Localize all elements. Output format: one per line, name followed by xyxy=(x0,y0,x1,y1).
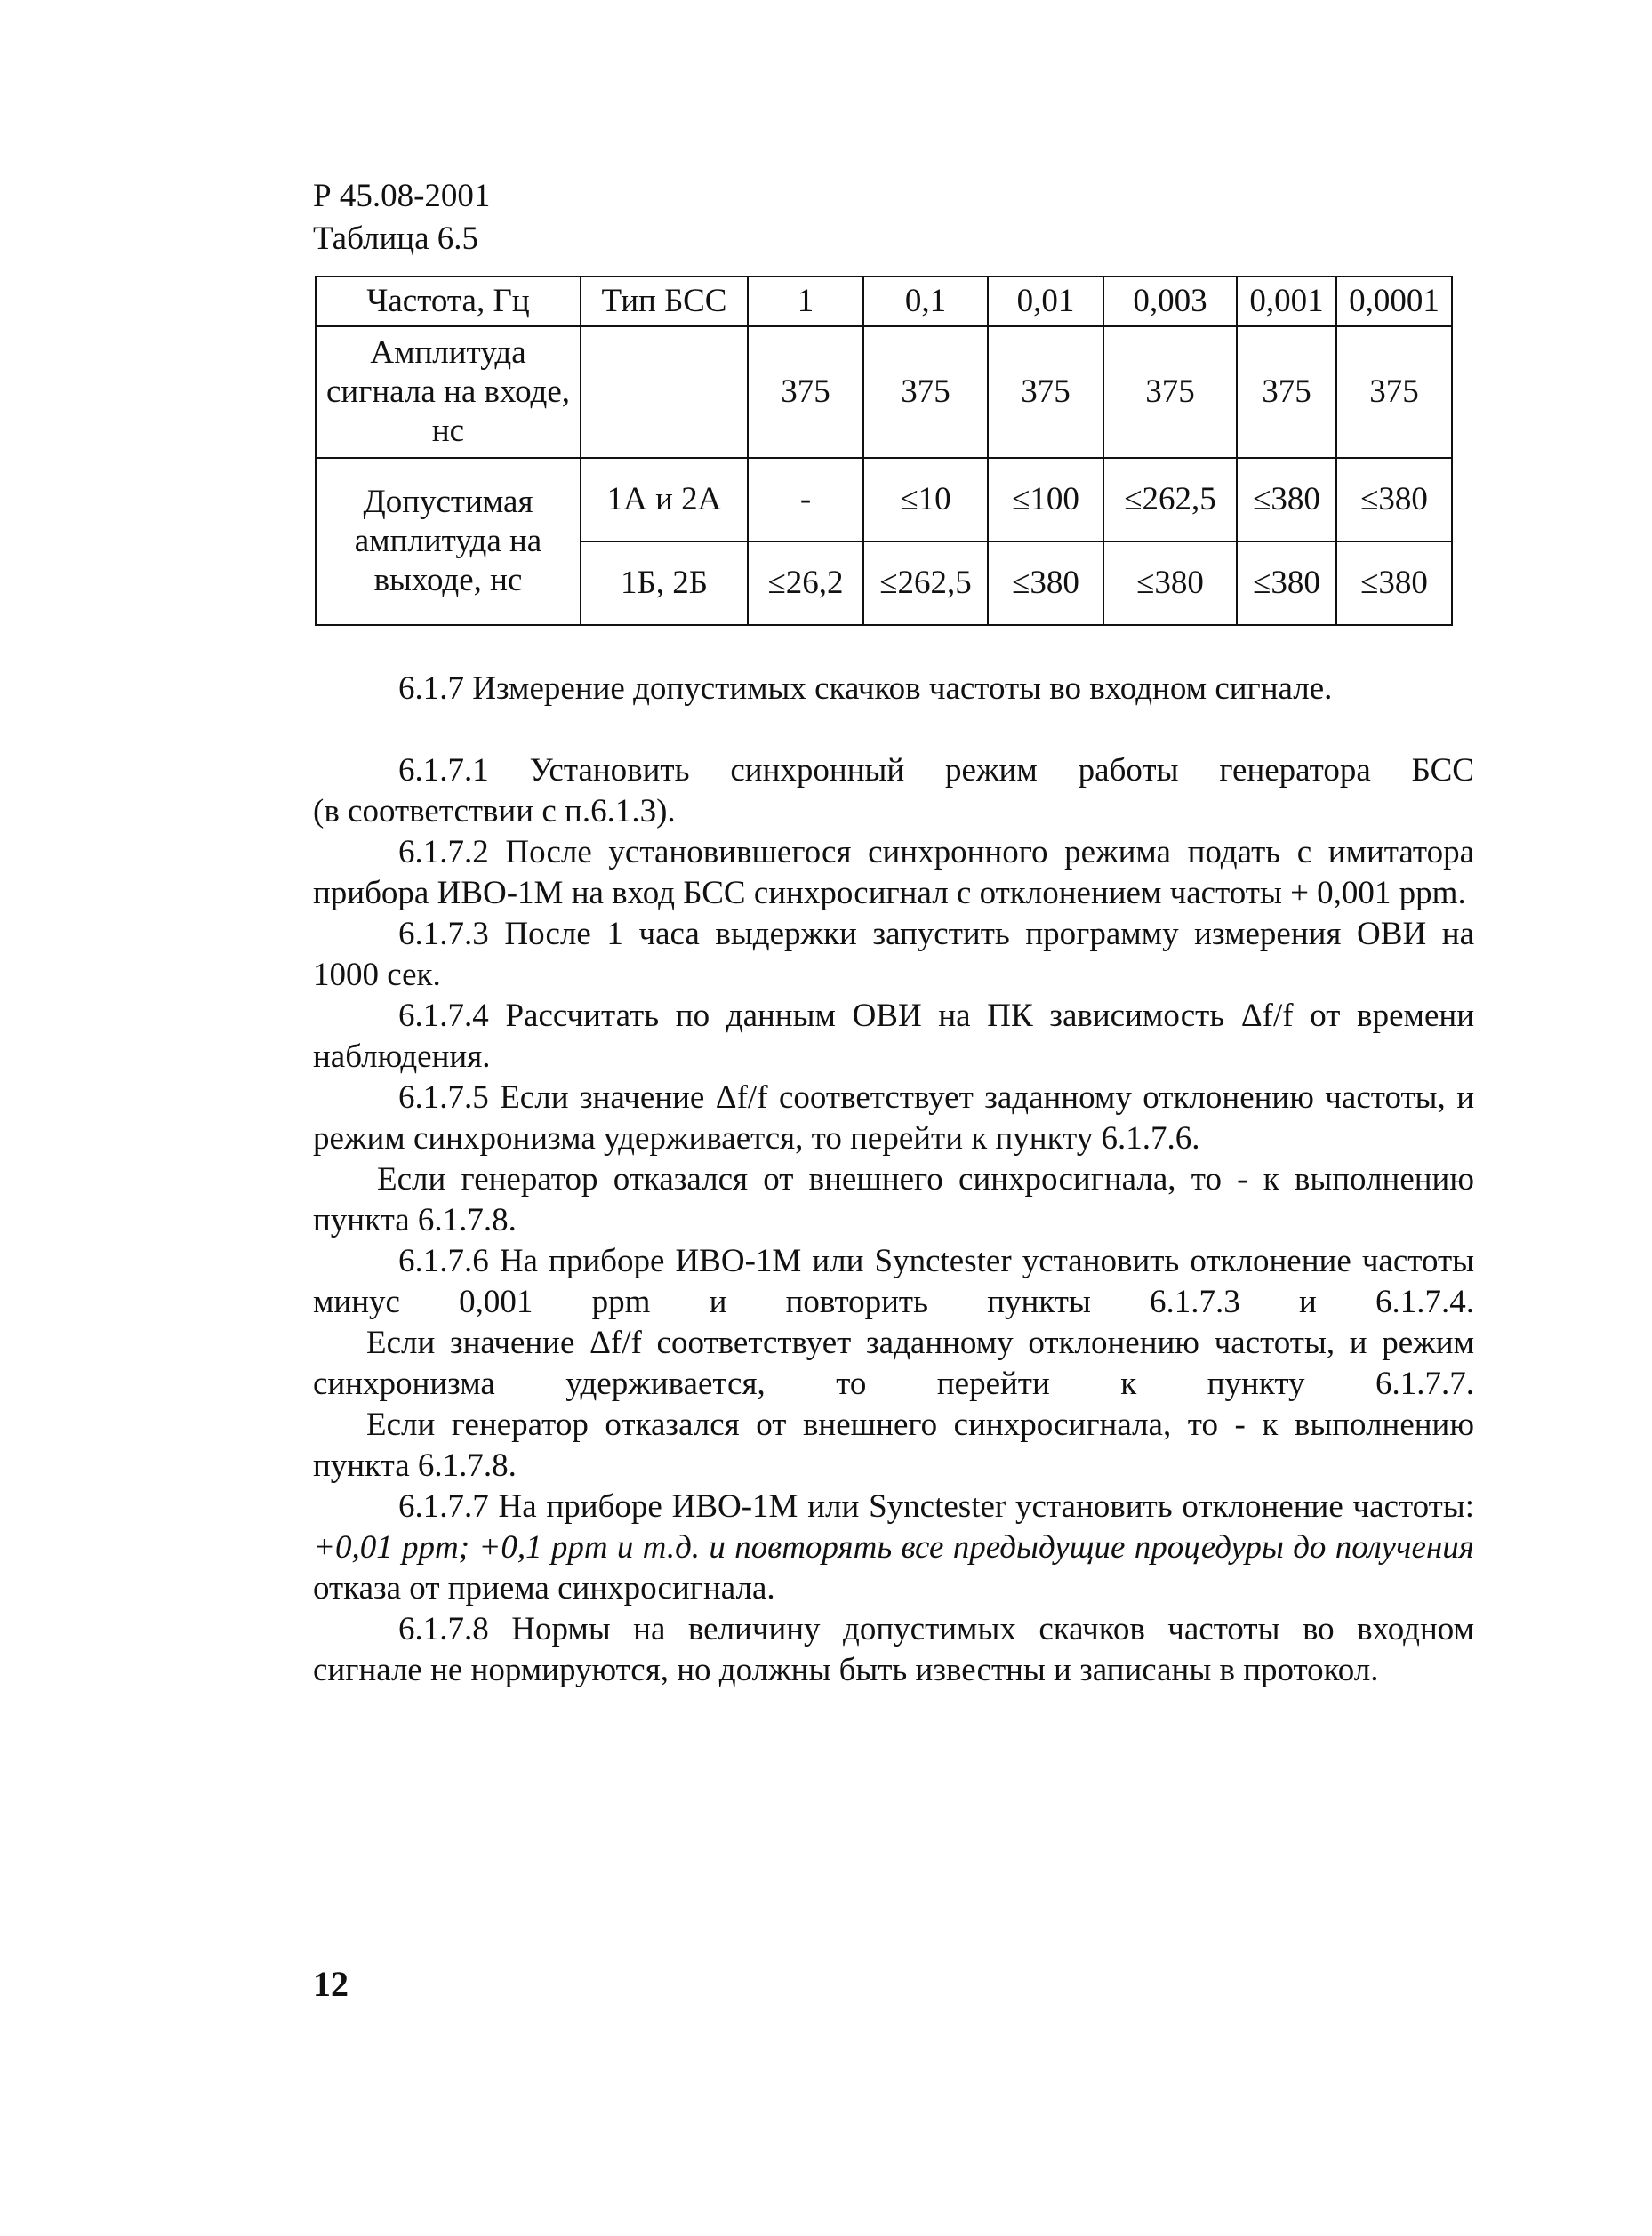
text-line: 6.1.7.4 Рассчитать по данным ОВИ на ПК зависимость Δf/f от времени xyxy=(398,998,1474,1034)
output-amplitude-label: Допустимая амплитуда на выходе, нс xyxy=(316,458,581,625)
document-code: Р 45.08-2001 xyxy=(313,178,491,214)
text-line: 6.1.7.6 На приборе ИВО-1М или Synctester установить отклонение частоты xyxy=(398,1243,1474,1279)
text-line: минус 0,001 ppm и повторить пункты 6.1.7.3 и 6.1.7.4. xyxy=(313,1284,1474,1320)
text-line: 1000 сек. xyxy=(313,957,441,993)
freq-cell: 0,0001 xyxy=(1336,276,1452,326)
page-number: 12 xyxy=(313,1964,349,2004)
value-cell: ≤380 xyxy=(1336,458,1452,541)
text-line: 6.1.7.7 На приборе ИВО-1М или Synctester установить отклонение частоты: xyxy=(398,1488,1474,1525)
type-cell: 1А и 2А xyxy=(581,458,748,541)
value-cell: ≤26,2 xyxy=(748,541,863,625)
freq-cell: 0,01 xyxy=(988,276,1103,326)
value-cell: ≤100 xyxy=(988,458,1103,541)
freq-cell: 0,001 xyxy=(1237,276,1336,326)
table-row-input-amplitude xyxy=(316,326,1452,458)
text-line: режим синхронизма удерживается, то перейти к пункту 6.1.7.6. xyxy=(313,1120,1200,1157)
section-6-1-7-3 xyxy=(313,914,1474,996)
freq-header-cell: Частота, Гц xyxy=(316,276,581,326)
text-line: 6.1.7.3 После 1 часа выдержки запустить программу измерения ОВИ на xyxy=(398,916,1474,952)
value-cell: 375 xyxy=(988,326,1103,458)
text-line: синхронизма удерживается, то перейти к пункту 6.1.7.7. xyxy=(313,1366,1474,1402)
text-line: отказа от приема синхросигнала. xyxy=(313,1570,775,1607)
value-cell: 375 xyxy=(1237,326,1336,458)
value-cell: ≤262,5 xyxy=(863,541,988,625)
text-line: Если значение Δf/f соответствует заданному отклонению частоты, и режим xyxy=(366,1325,1474,1361)
type-header-cell: Тип БСС xyxy=(581,276,748,326)
text-line: сигнале не нормируются, но должны быть известны и записаны в протокол. xyxy=(313,1652,1379,1688)
type-cell: 1Б, 2Б xyxy=(581,541,748,625)
value-cell: ≤380 xyxy=(988,541,1103,625)
value-cell: 375 xyxy=(748,326,863,458)
value-cell: ≤380 xyxy=(1103,541,1237,625)
text-line: 6.1.7.2 После установившегося синхронного режима подать с имитатора xyxy=(398,834,1474,870)
section-6-1-7-2 xyxy=(313,832,1474,914)
value-cell: ≤10 xyxy=(863,458,988,541)
table-row-output-type-a xyxy=(316,458,1452,541)
section-6-1-7-heading xyxy=(313,669,1474,709)
text-line: пункта 6.1.7.8. xyxy=(313,1447,517,1484)
freq-cell: 0,1 xyxy=(863,276,988,326)
text-line: 6.1.7 Измерение допустимых скачков частоты во входном сигнале. xyxy=(398,670,1333,707)
section-6-1-7-5 xyxy=(313,1078,1474,1241)
value-cell: ≤262,5 xyxy=(1103,458,1237,541)
section-6-1-7-1 xyxy=(313,750,1474,832)
value-cell: - xyxy=(748,458,863,541)
text-line: прибора ИВО-1М на вход БСС синхросигнал с отклонением частоты + 0,001 ppm. xyxy=(313,875,1466,911)
table-header-row xyxy=(316,276,1452,326)
section-6-1-7-7 xyxy=(313,1487,1474,1609)
value-cell: 375 xyxy=(1103,326,1237,458)
input-amplitude-label: Амплитуда сигнала на входе, нс xyxy=(316,326,581,458)
empty-type-cell xyxy=(581,326,748,458)
text-line: +0,01 ppm; +0,1 ppm и т.д. и повторять все предыдущие процедуры до получения xyxy=(313,1529,1474,1566)
freq-cell: 0,003 xyxy=(1103,276,1237,326)
text-line: (в соответствии с п.6.1.3). xyxy=(313,793,676,829)
text-line: Если генератор отказался от внешнего синхросигнала, то - к выполнению xyxy=(377,1161,1474,1198)
text-line: 6.1.7.8 Нормы на величину допустимых скачков частоты во входном xyxy=(398,1611,1474,1647)
text-line: 6.1.7.1 Установить синхронный режим работы генератора БСС xyxy=(398,752,1474,789)
value-cell: ≤380 xyxy=(1336,541,1452,625)
text-line: Если генератор отказался от внешнего синхросигнала, то - к выполнению xyxy=(366,1407,1474,1443)
table-6-5 xyxy=(315,276,1453,626)
value-cell: 375 xyxy=(1336,326,1452,458)
value-cell: ≤380 xyxy=(1237,541,1336,625)
section-6-1-7-8 xyxy=(313,1609,1474,1691)
value-cell: ≤380 xyxy=(1237,458,1336,541)
section-6-1-7-6 xyxy=(313,1241,1474,1487)
freq-cell: 1 xyxy=(748,276,863,326)
section-6-1-7-4 xyxy=(313,996,1474,1078)
text-line: пункта 6.1.7.8. xyxy=(313,1202,517,1238)
table-caption: Таблица 6.5 xyxy=(313,220,478,257)
text-line: наблюдения. xyxy=(313,1038,491,1075)
value-cell: 375 xyxy=(863,326,988,458)
text-line: 6.1.7.5 Если значение Δf/f соответствует заданному отклонению частоты, и xyxy=(398,1079,1474,1116)
